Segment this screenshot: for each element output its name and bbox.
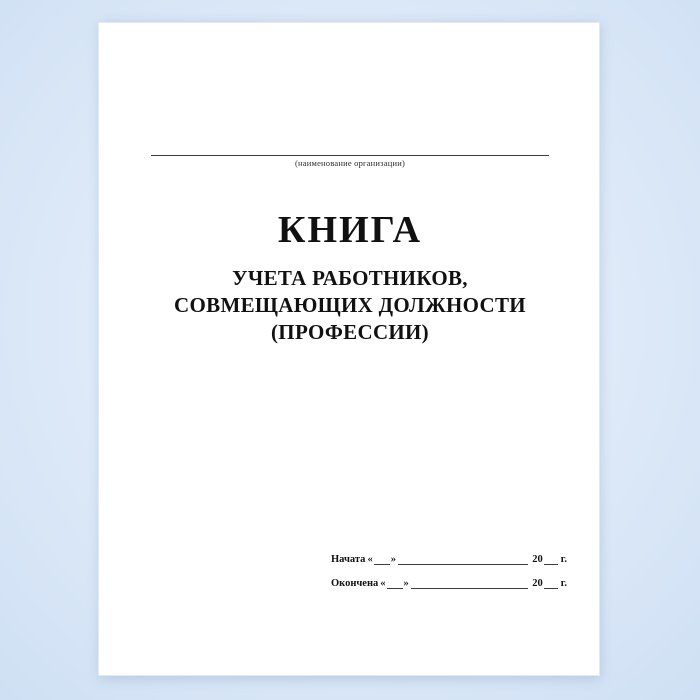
organization-rule[interactable] bbox=[151, 135, 549, 156]
footer-block bbox=[331, 553, 567, 601]
page-title: КНИГА bbox=[277, 209, 423, 251]
title-block bbox=[129, 211, 571, 346]
finished-quote-close: » bbox=[403, 578, 409, 589]
started-month-field[interactable] bbox=[398, 553, 528, 565]
finished-year-prefix: 20 bbox=[532, 578, 543, 589]
started-year-field[interactable] bbox=[544, 554, 558, 565]
subtitle-line-1: УЧЕТА РАБОТНИКОВ, bbox=[232, 265, 468, 290]
started-quote-close: » bbox=[390, 554, 396, 565]
page-subtitle bbox=[129, 265, 571, 346]
finished-row[interactable] bbox=[331, 577, 567, 589]
started-row[interactable] bbox=[331, 553, 567, 565]
subtitle-line-3: (ПРОФЕССИИ) bbox=[271, 319, 429, 344]
started-quote-open: « bbox=[367, 554, 373, 565]
started-label: Начата bbox=[331, 554, 366, 565]
organization-caption: (наименование организации) bbox=[295, 158, 405, 168]
organization-field[interactable] bbox=[151, 135, 549, 168]
finished-label: Окончена bbox=[331, 578, 379, 589]
finished-month-field[interactable] bbox=[411, 577, 529, 589]
finished-quote-open: « bbox=[380, 578, 386, 589]
subtitle-line-2: СОВМЕЩАЮЩИХ ДОЛЖНОСТИ bbox=[174, 292, 526, 317]
finished-year-suffix: г. bbox=[560, 578, 567, 589]
started-year-prefix: 20 bbox=[532, 554, 543, 565]
finished-day-field[interactable] bbox=[387, 578, 403, 589]
started-year-suffix: г. bbox=[560, 554, 567, 565]
started-day-field[interactable] bbox=[374, 554, 390, 565]
finished-year-field[interactable] bbox=[544, 578, 558, 589]
document-page bbox=[98, 22, 600, 676]
